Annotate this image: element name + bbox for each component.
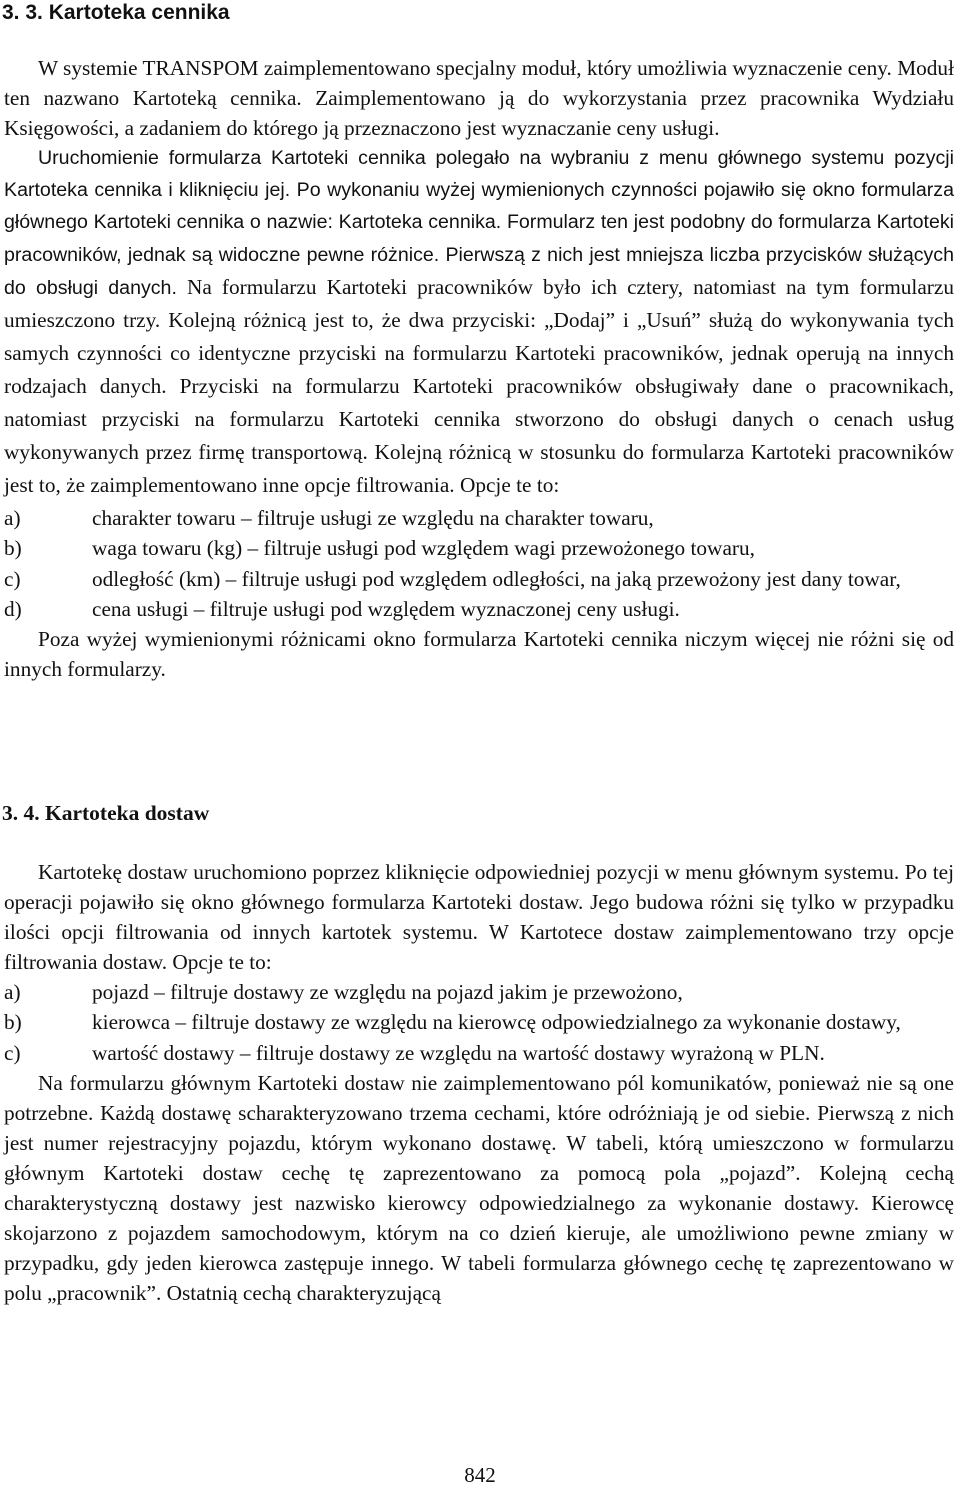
- list-marker: a): [4, 506, 21, 531]
- list-item-text: wartość dostawy – filtruje dostawy ze względu na wartość dostawy wyrażoną w PLN.: [92, 1040, 825, 1065]
- filter-options-list: [4, 503, 954, 623]
- list-item: [4, 1038, 954, 1068]
- list-item-text: waga towaru (kg) – filtruje usługi pod względem wagi przewożonego towaru,: [92, 536, 755, 561]
- paragraph-form-description: [4, 143, 954, 503]
- list-marker: b): [4, 536, 22, 561]
- list-item-text: cena usługi – filtruje usługi pod względem wyznaczonej ceny usługi.: [92, 596, 680, 621]
- list-item: [4, 977, 954, 1007]
- section-heading-kartoteka-dostaw: 3. 4. Kartoteka dostaw: [2, 801, 210, 825]
- section-kartoteka-dostaw: [4, 857, 954, 1308]
- list-marker: a): [4, 980, 21, 1005]
- page-number: 842: [464, 1463, 496, 1487]
- paragraph-intro: Kartotekę dostaw uruchomiono poprzez kliknięcie odpowiedniej pozycji w menu głównym systemu. Po tej operacji pojawiło się okno głównego formularza Kartoteki dostaw. Jego budowa różni się tylko w przypadku ilości opcji filtrowania od innych kartotek systemu. W Kartotece dostaw zaimplementowano trzy opcje filtrowania dostaw. Opcje te to:: [4, 860, 954, 975]
- list-marker: b): [4, 1010, 22, 1035]
- filter-options-list: [4, 977, 954, 1067]
- paragraph-closing: Na formularzu głównym Kartoteki dostaw nie zaimplementowano pól komunikatów, ponieważ nie są one potrzebne. Każdą dostawę scharakteryzowano trzema cechami, które odróżniają je od siebie. Pierwszą z nich jest numer rejestracyjny pojazdu, którym wykonano dostawę. W tabeli, którą umieszczono w formularzu głównym Kartoteki dostaw cechę tę zaprezentowano za pomocą pola „pojazd”. Kolejną cechą charakterystyczną dostawy jest nazwisko kierowcy odpowiedzialnego za wykonanie dostawy. Kierowcę skojarzono z pojazdem samochodowym, którym na co dzień kieruje, ale umożliwiono pewne zmiany w przypadku, gdy jeden kierowca zastępuje innego. W tabeli formularza głównego cechę tę zaprezentowano w polu „pracownik”. Ostatnią cechą charakteryzującą: [4, 1070, 954, 1306]
- paragraph-serif-part: Na formularzu Kartoteki pracowników było ich cztery, natomiast na tym formularzu umieszczono trzy. Kolejną różnicą jest to, że dwa przyciski: „Dodaj” i „Usuń” służą do wykonywania tych samych czynności co identyczne przyciski na formularzu Kartoteki pracowników, jednak operują na innych rodzajach danych. Przyciski na formularzu Kartoteki pracowników obsługiwały dane o pracownikach, natomiast przyciski na formularzu Kartoteki cennika stworzono do obsługi danych o cenach usług wykonywanych przez firmę transportową. Kolejną różnicą w stosunku do formularza Kartoteki pracowników jest to, że zaimplementowano inne opcje filtrowania. Opcje te to:: [4, 274, 954, 498]
- list-item-text: kierowca – filtruje dostawy ze względu na kierowcę odpowiedzialnego za wykonanie dostawy,: [92, 1010, 901, 1035]
- list-item-text: pojazd – filtruje dostawy ze względu na pojazd jakim je przewożono,: [92, 980, 683, 1005]
- paragraph-sans-part: Uruchomienie formularza Kartoteki cennika polegało na wybraniu z menu głównego systemu pozycji Kartoteka cennika i kliknięciu jej. Po wykonaniu wyżej wymienionych czynności pojawiło się okno formularza głównego Kartoteki cennika o nazwie: Kartoteka cennika. Formularz ten jest podobny do formularza Kartoteki pracowników, jednak są widoczne pewne różnice. Pierwszą z nich jest mniejsza liczba przycisków służących do obsługi danych.: [4, 147, 954, 299]
- list-item: [4, 594, 954, 624]
- section-heading-kartoteka-cennika: 3. 3. Kartoteka cennika: [2, 1, 230, 24]
- paragraph-intro: W systemie TRANSPOM zaimplementowano specjalny moduł, który umożliwia wyznaczenie ceny. Moduł ten nazwano Kartoteką cennika. Zaimplementowano ją do wykorzystania przez pracownika Wydziału Księgowości, a zadaniem do którego ją przeznaczono jest wyznaczanie ceny usługi.: [4, 56, 954, 141]
- paragraph-closing: Poza wyżej wymienionymi różnicami okno formularza Kartoteki cennika niczym więcej nie różni się od innych formularzy.: [4, 626, 954, 681]
- list-item: [4, 1007, 954, 1037]
- list-item: [4, 533, 954, 563]
- list-item-text: charakter towaru – filtruje usługi ze względu na charakter towaru,: [92, 506, 654, 531]
- section-kartoteka-cennika: [4, 53, 954, 684]
- list-marker: c): [4, 566, 21, 591]
- list-item: [4, 503, 954, 533]
- list-item: [4, 564, 954, 594]
- list-marker: d): [4, 596, 22, 621]
- list-marker: c): [4, 1040, 21, 1065]
- list-item-text: odległość (km) – filtruje usługi pod względem odległości, na jaką przewożony jest dany towar,: [92, 566, 901, 591]
